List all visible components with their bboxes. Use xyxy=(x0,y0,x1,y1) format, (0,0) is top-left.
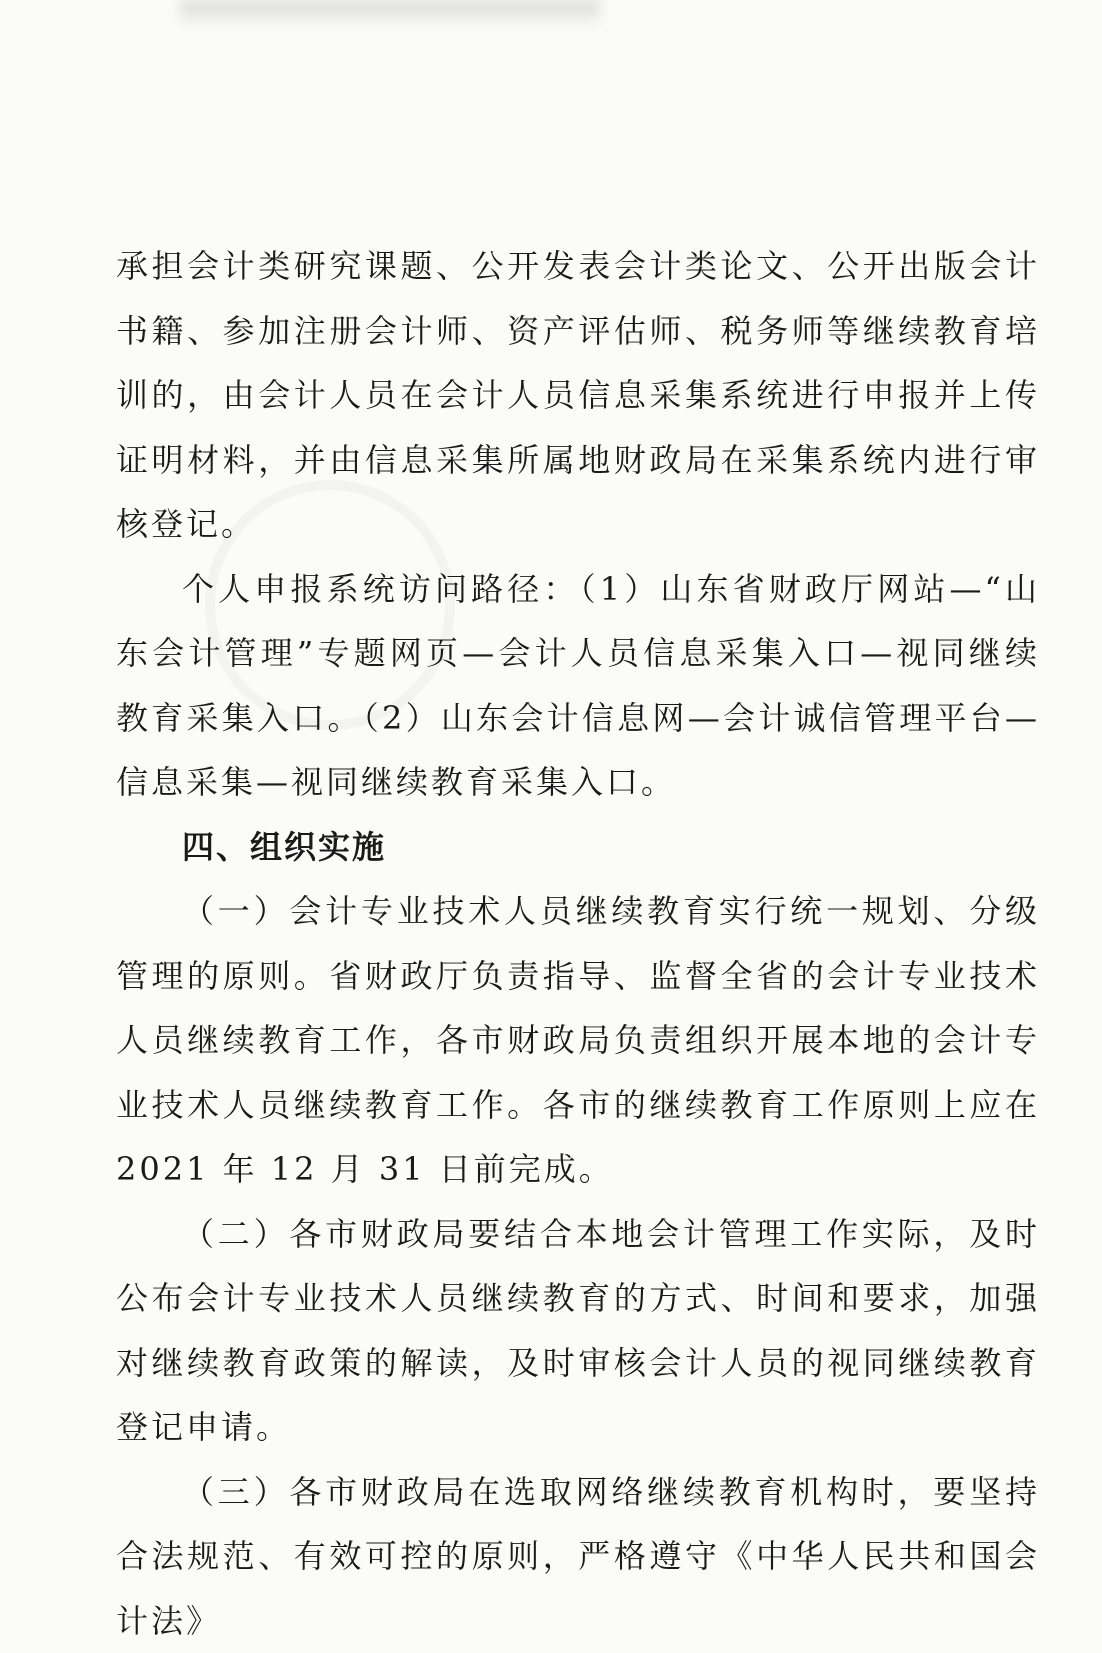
paragraph-item-1: （一）会计专业技术人员继续教育实行统一规划、分级管理的原则。省财政厅负责指导、监督全省的会计专业技术人员继续教育工作，各市财政局负责组织开展本地的会计专业技术人员继续教育工作。各市的继续教育工作原则上应在 2021 年 12 月 31 日前完成。 xyxy=(116,879,1040,1202)
paragraph-item-3: （三）各市财政局在选取网络继续教育机构时，要坚持合法规范、有效可控的原则，严格遵守《中华人民共和国会计法》 xyxy=(116,1460,1040,1653)
paragraph-continued: 承担会计类研究课题、公开发表会计类论文、公开出版会计书籍、参加注册会计师、资产评估师、税务师等继续教育培训的，由会计人员在会计人员信息采集系统进行申报并上传证明材料，并由信息采集所属地财政局在采集系统内进行审核登记。 xyxy=(116,234,1040,557)
paragraph-access-path: 个人申报系统访问路径：（1）山东省财政厅网站—“山东会计管理”专题网页—会计人员信息采集入口—视同继续教育采集入口。（2）山东会计信息网—会计诚信管理平台—信息采集—视同继续教育采集入口。 xyxy=(116,557,1040,815)
section-heading-organization: 四、组织实施 xyxy=(116,815,1040,880)
document-page xyxy=(116,234,1040,1653)
paragraph-item-2: （二）各市财政局要结合本地会计管理工作实际，及时公布会计专业技术人员继续教育的方式、时间和要求，加强对继续教育政策的解读，及时审核会计人员的视同继续教育登记申请。 xyxy=(116,1202,1040,1460)
scan-shadow xyxy=(180,0,600,28)
